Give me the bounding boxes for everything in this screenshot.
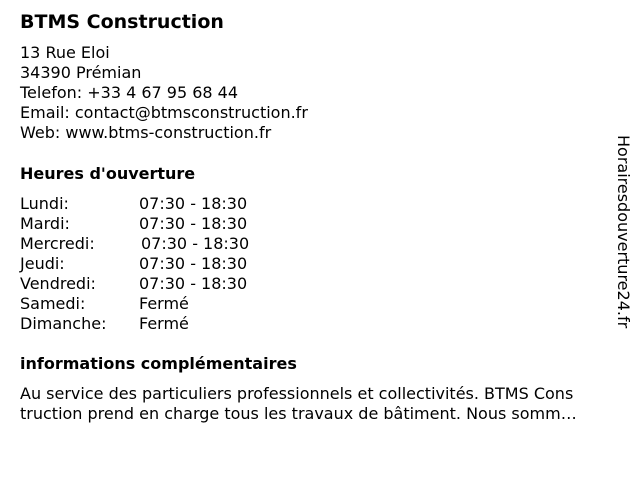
day-label: Samedi: [20, 294, 86, 313]
business-name: BTMS Construction [20, 11, 224, 33]
day-hours: 07:30 - 18:30 [141, 234, 250, 253]
street-address: 13 Rue Eloi [20, 43, 110, 62]
email-address: Email: contact@btmsconstruction.fr [20, 103, 308, 122]
day-hours: 07:30 - 18:30 [139, 214, 248, 233]
site-watermark [613, 135, 633, 345]
day-hours: 07:30 - 18:30 [139, 194, 248, 213]
day-label: Lundi: [20, 194, 69, 213]
day-hours: 07:30 - 18:30 [139, 254, 248, 273]
info-line: truction prend en charge tous les travaux de bâtiment. Nous somm… [20, 404, 577, 423]
day-label: Vendredi: [20, 274, 96, 293]
info-line: Au service des particuliers professionnels et collectivités. BTMS Cons [20, 384, 574, 403]
watermark-text: Horairesdouverture24.fr [614, 135, 633, 329]
day-hours: Fermé [139, 294, 189, 313]
additional-info-heading: informations complémentaires [20, 354, 297, 373]
day-label: Jeudi: [20, 254, 65, 273]
day-label: Dimanche: [20, 314, 107, 333]
city-postal: 34390 Prémian [20, 63, 142, 82]
day-hours: Fermé [139, 314, 189, 333]
day-label: Mercredi: [20, 234, 95, 253]
website: Web: www.btms-construction.fr [20, 123, 272, 142]
day-label: Mardi: [20, 214, 70, 233]
opening-hours-heading: Heures d'ouverture [20, 164, 196, 183]
day-hours: 07:30 - 18:30 [139, 274, 248, 293]
additional-info-text [20, 384, 626, 424]
contact-block [20, 43, 308, 143]
phone-number: Telefon: +33 4 67 95 68 44 [20, 83, 239, 102]
